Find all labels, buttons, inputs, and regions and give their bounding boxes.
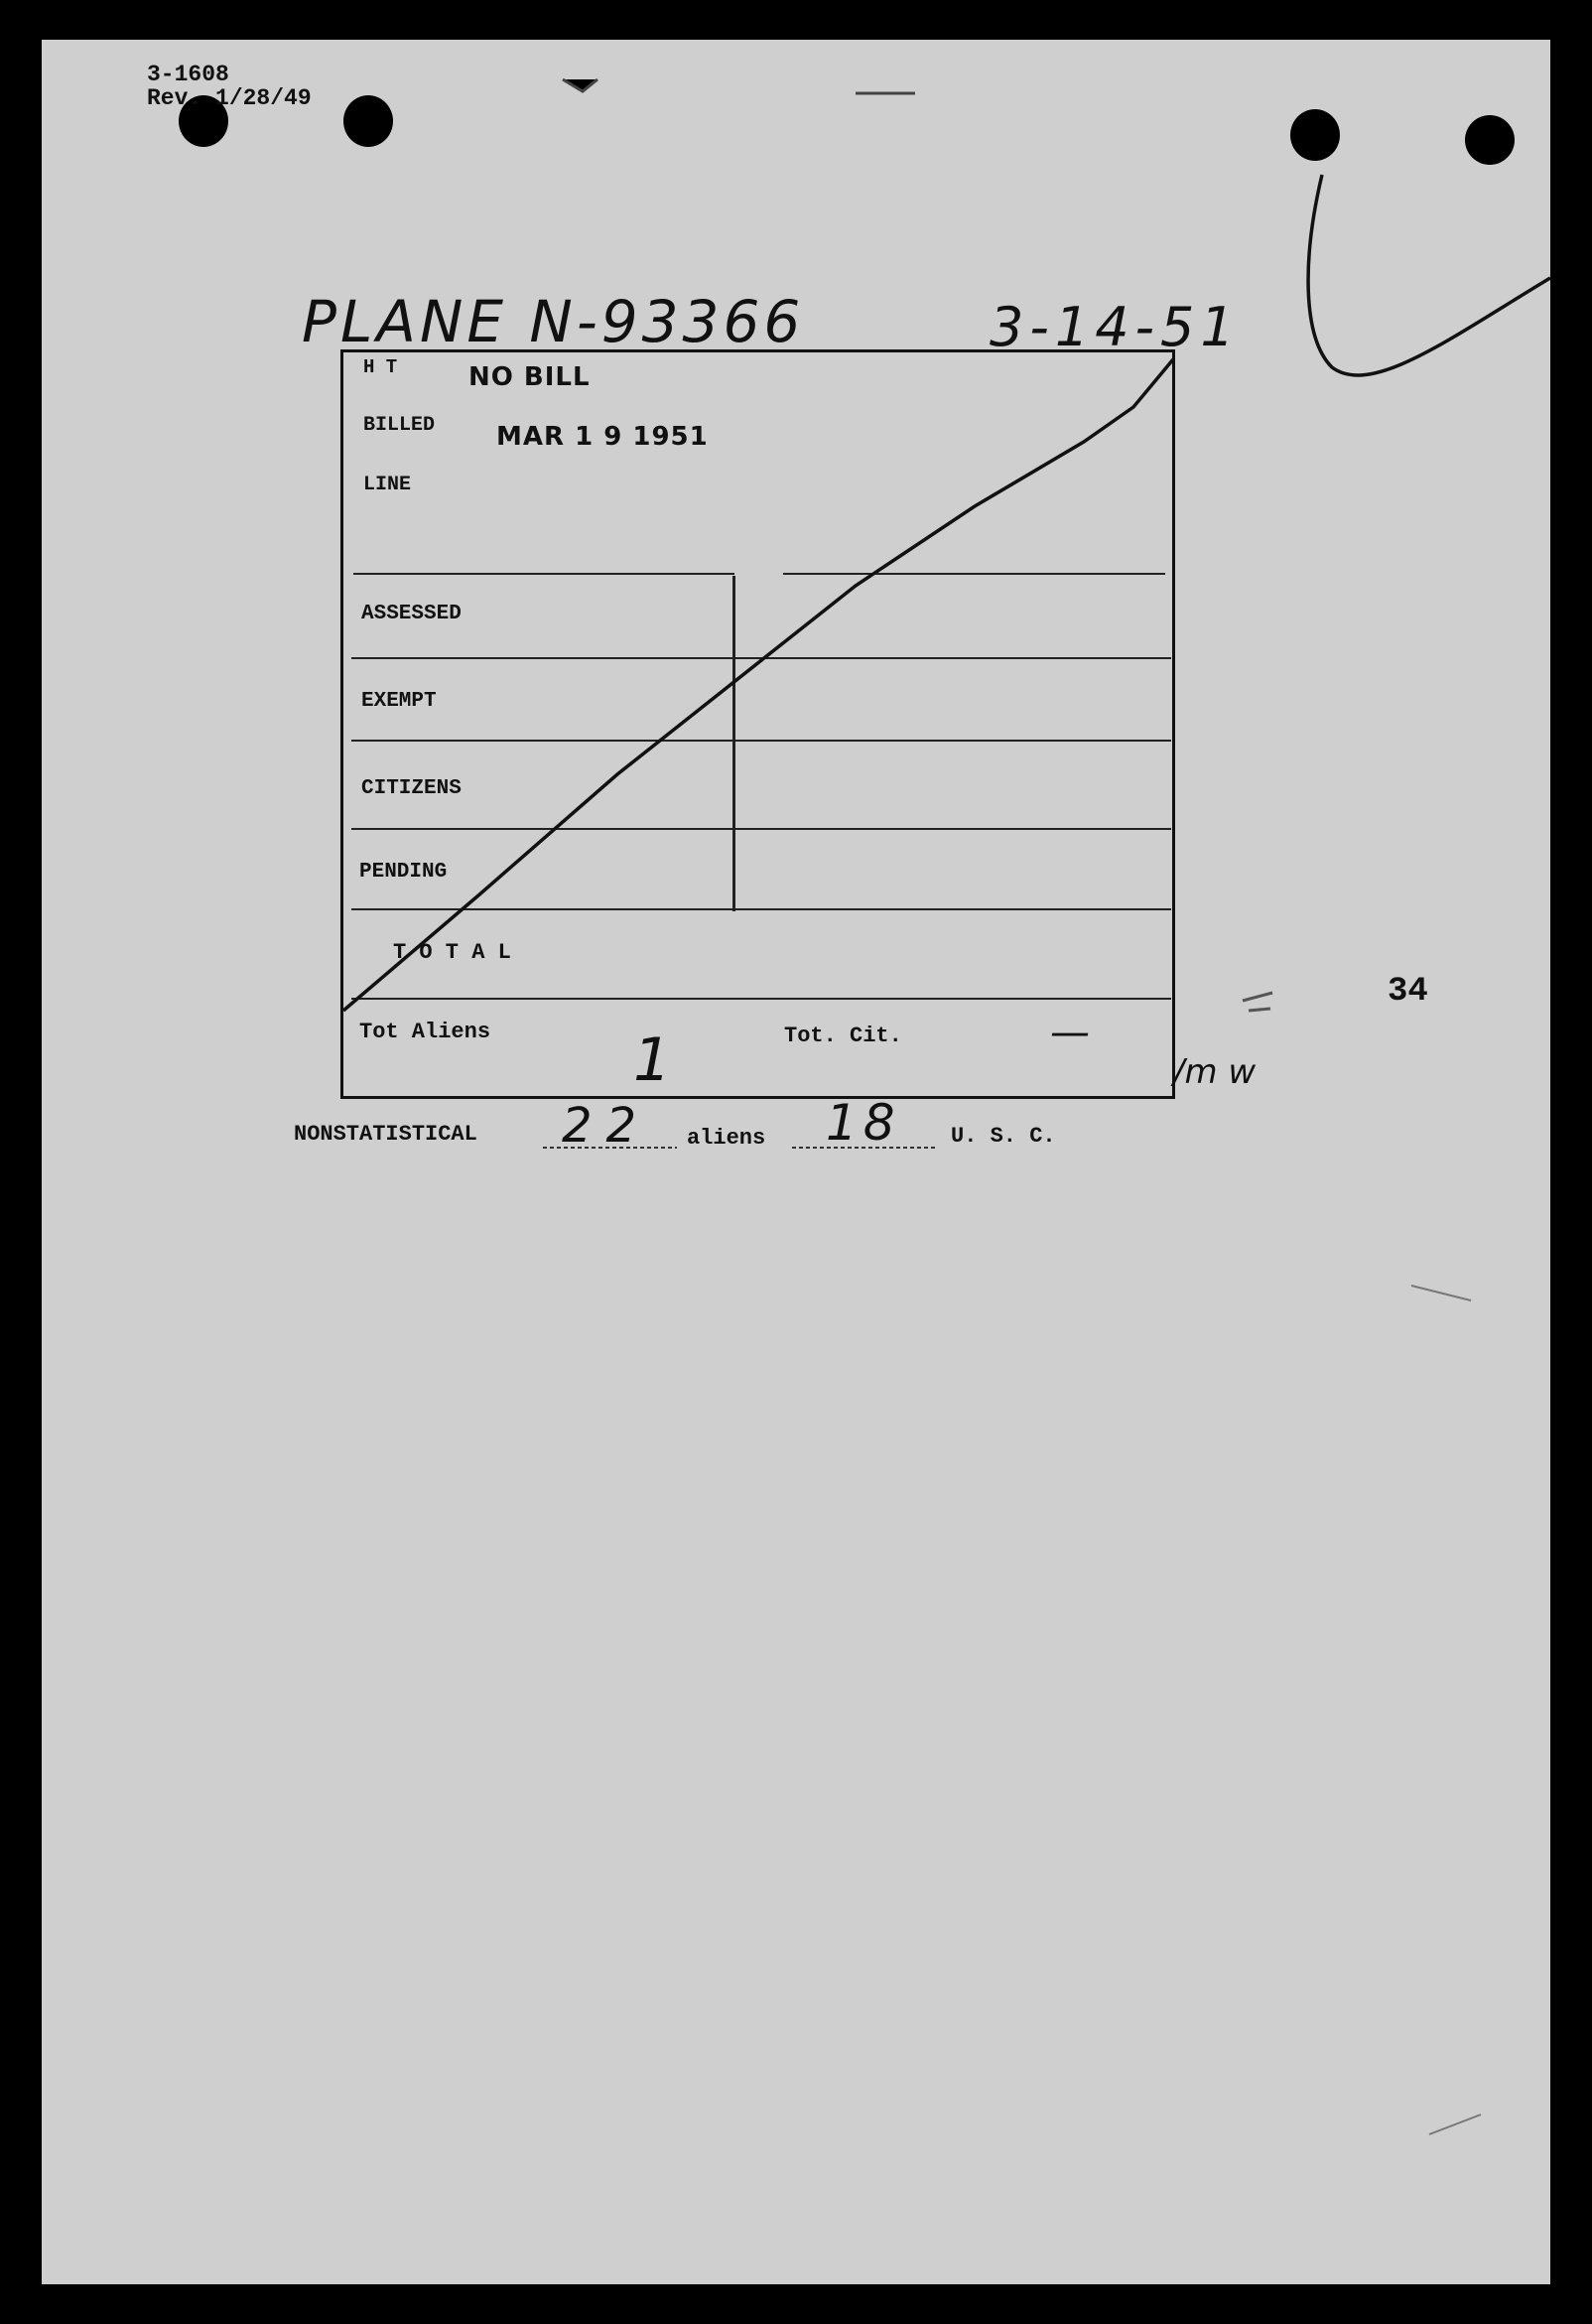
form-revision: Rev. 1/28/49	[147, 85, 312, 111]
stray-mark	[1411, 1286, 1471, 1300]
entry-date: 3-14-51	[990, 296, 1241, 358]
billed-date-stamp: MAR 1 9 1951	[496, 422, 709, 452]
no-bill-stamp: NO BILL	[468, 362, 591, 392]
aliens-label: aliens	[687, 1126, 766, 1151]
stray-mark	[563, 79, 915, 93]
initials: /m w	[1173, 1052, 1257, 1092]
form-number: 3-1608	[147, 62, 229, 87]
pending-label: PENDING	[359, 861, 448, 884]
tot-aliens-label: Tot Aliens	[359, 1020, 491, 1044]
total-label: T O T A L	[393, 940, 511, 965]
exempt-label: EXEMPT	[361, 690, 437, 713]
cancellation-diagonal-line	[343, 359, 1173, 1011]
stray-mark	[1429, 2115, 1481, 2134]
usc-label: U. S. C.	[951, 1124, 1056, 1149]
margin-pen-stroke	[1308, 175, 1550, 375]
stray-mark	[1243, 993, 1272, 1011]
assessed-label: ASSESSED	[361, 603, 462, 625]
ink-marks	[42, 40, 1550, 2284]
line-label: LINE	[363, 474, 412, 496]
side-number: 34	[1388, 973, 1428, 1011]
tot-cit-value: —	[1050, 1010, 1090, 1055]
nonstat-aliens-value: 22	[562, 1098, 651, 1154]
plane-number: PLANE N-93366	[302, 288, 805, 355]
nonstat-usc-value: 18	[826, 1094, 901, 1152]
nonstatistical-label: NONSTATISTICAL	[294, 1122, 477, 1147]
document-page	[42, 40, 1550, 2284]
ht-label: H T	[363, 356, 398, 378]
tot-cit-label: Tot. Cit.	[784, 1024, 902, 1048]
tot-aliens-value: 1	[633, 1025, 672, 1095]
billed-label: BILLED	[363, 414, 436, 437]
citizens-label: CITIZENS	[361, 777, 462, 800]
